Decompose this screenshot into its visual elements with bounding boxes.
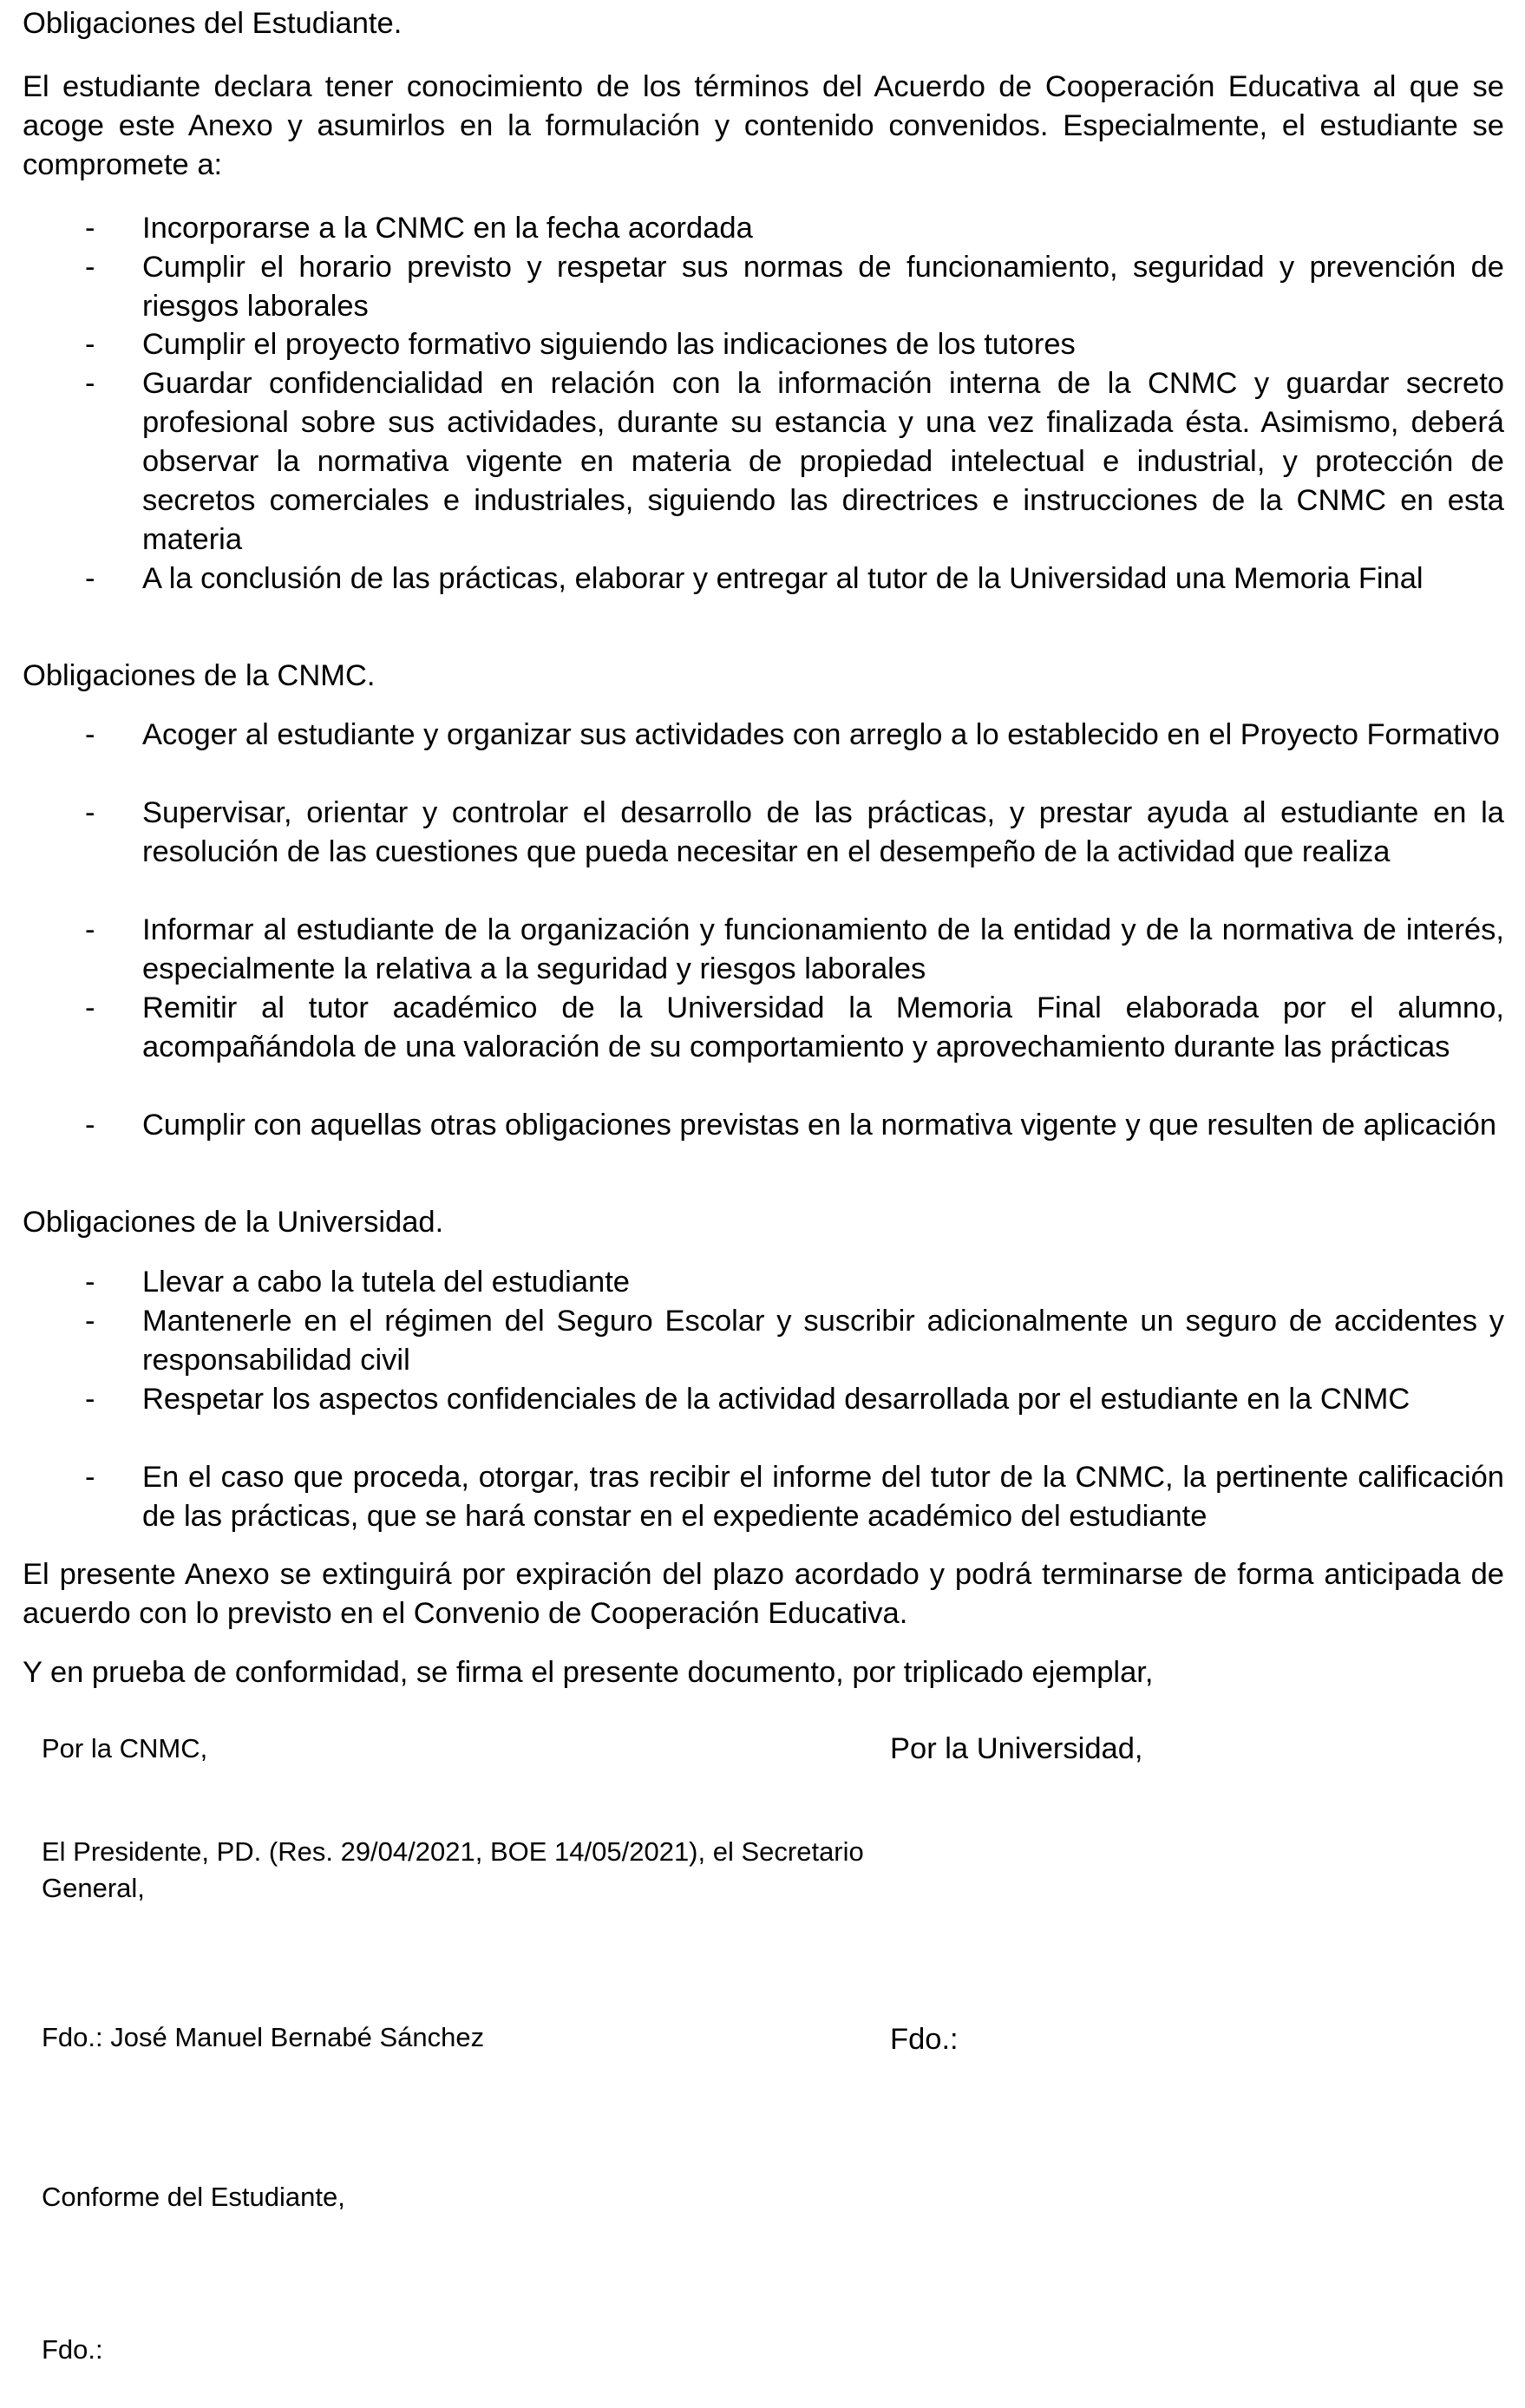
list-item-text: Remitir al tutor académico de la Universidad la Memoria Final elaborada por el alumno, acompañándola de una valoración de su comportamiento y aprovechamiento durante las prácticas [142, 991, 1504, 1063]
list-item-text: Guardar confidencialidad en relación con la información interna de la CNMC y guardar secreto profesional sobre sus actividades, durante su estancia y una vez finalizada ésta. Asimismo, deberá observar la normativa vigente en materia de propiedad intelectual e industrial, y protección de secretos comerciales e industriales, siguiendo las directrices e instrucciones de la CNMC en esta materia [142, 367, 1504, 556]
bullet-dash: - [85, 328, 95, 361]
bullet-dash: - [85, 562, 95, 595]
bullet-dash: - [85, 212, 95, 245]
bullet-dash: - [85, 1109, 95, 1142]
extinction-paragraph: El presente Anexo se extinguirá por expiración del plazo acordado y podrá terminarse de forma anticipada de acuerdo con lo previsto en el Convenio de Cooperación Educativa. [23, 1558, 1504, 1630]
cnmc-signed-name: Fdo.: José Manuel Bernabé Sánchez [42, 2022, 485, 2052]
student-signature-label: Conforme del Estudiante, [42, 2182, 345, 2212]
student-intro: El estudiante declara tener conocimiento de los términos del Acuerdo de Cooperación Educativa al que se acoge este Anexo y asumirlos en la formulación y contenido convenidos. Especialmente, el estudiante se compromete a: [23, 70, 1504, 181]
bullet-dash: - [85, 913, 95, 946]
student-signed-name: Fdo.: [42, 2334, 103, 2365]
bullet-dash: - [85, 991, 95, 1024]
list-item-text: En el caso que proceda, otorgar, tras recibir el informe del tutor de la CNMC, la pertinente calificación de las prácticas, que se hará constar en el expediente académico del estudiante [142, 1461, 1504, 1533]
bullet-dash: - [85, 1266, 95, 1299]
conformity-paragraph: Y en prueba de conformidad, se firma el presente documento, por triplicado ejemplar, [23, 1656, 1154, 1689]
list-item-text: Incorporarse a la CNMC en la fecha acordada [142, 212, 753, 245]
university-signature-label: Por la Universidad, [890, 1732, 1143, 1765]
bullet-dash: - [85, 1461, 95, 1494]
list-item-text: Llevar a cabo la tutela del estudiante [142, 1266, 630, 1299]
bullet-dash: - [85, 1305, 95, 1338]
bullet-dash: - [85, 796, 95, 829]
list-item-text: Cumplir el horario previsto y respetar sus normas de funcionamiento, seguridad y prevención de riesgos laborales [142, 251, 1504, 323]
list-item-text: Informar al estudiante de la organización y funcionamiento de la entidad y de la normativa de interés, especialmente la relativa a la seguridad y riesgos laborales [142, 913, 1504, 985]
list-item-text: Supervisar, orientar y controlar el desarrollo de las prácticas, y prestar ayuda al estudiante en la resolución de las cuestiones que pueda necesitar en el desempeño de la actividad que realiza [142, 796, 1504, 868]
section-heading-university: Obligaciones de la Universidad. [23, 1206, 444, 1239]
list-item-text: Respetar los aspectos confidenciales de la actividad desarrollada por el estudiante en la CNMC [142, 1383, 1410, 1416]
list-item-text: Cumplir con aquellas otras obligaciones previstas en la normativa vigente y que resulten de aplicación [142, 1109, 1497, 1142]
section-heading-cnmc: Obligaciones de la CNMC. [23, 659, 376, 692]
bullet-dash: - [85, 718, 95, 751]
bullet-dash: - [85, 1383, 95, 1416]
cnmc-signatory-role: El Presidente, PD. (Res. 29/04/2021, BOE 14/05/2021), el Secretario General, [42, 1836, 864, 1903]
list-item-text: Mantenerle en el régimen del Seguro Escolar y suscribir adicionalmente un seguro de accidentes y responsabilidad civil [142, 1305, 1504, 1377]
section-heading-student: Obligaciones del Estudiante. [23, 7, 403, 40]
list-item-text: Acoger al estudiante y organizar sus actividades con arreglo a lo establecido en el Proyecto Formativo [142, 718, 1500, 751]
list-item-text: A la conclusión de las prácticas, elaborar y entregar al tutor de la Universidad una Memoria Final [142, 562, 1424, 595]
cnmc-signature-label: Por la CNMC, [42, 1733, 208, 1763]
bullet-dash: - [85, 367, 95, 400]
university-signed-name: Fdo.: [890, 2023, 959, 2056]
bullet-dash: - [85, 251, 95, 284]
list-item-text: Cumplir el proyecto formativo siguiendo las indicaciones de los tutores [142, 328, 1076, 361]
